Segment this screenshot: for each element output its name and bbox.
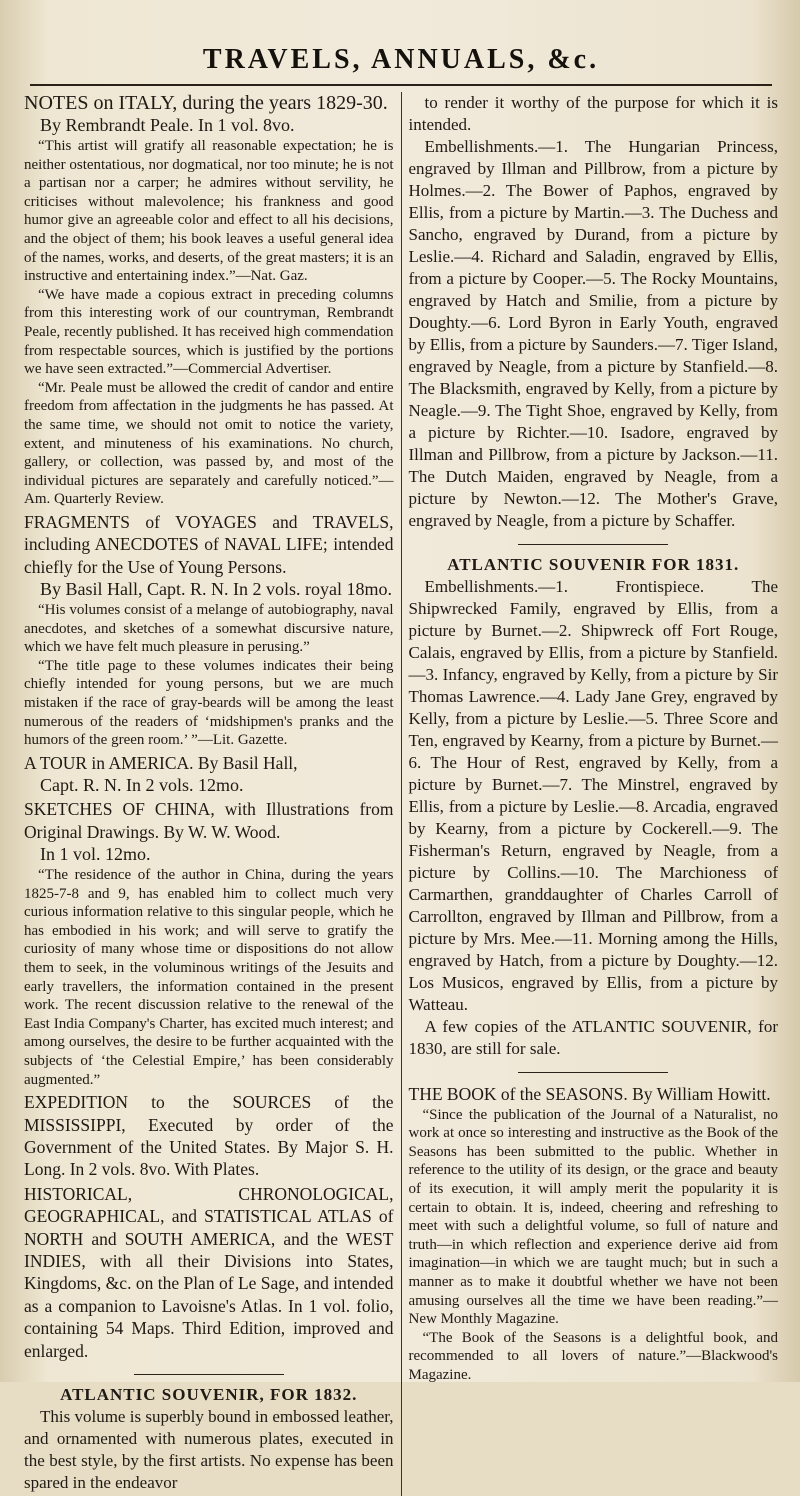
china-title: SKETCHES OF CHINA, with Illustrations from Original Drawings. By W. W. Wood. <box>24 799 394 842</box>
italy-entry <box>24 92 394 509</box>
voyages-byline: By Basil Hall, Capt. R. N. In 2 vols. royal 18mo. <box>40 579 392 600</box>
italy-review-1: “This artist will gratify all reasonable expectation; he is neither ostentatious, nor dogmatical, nor too minute; he is not a partisan nor a carper; he admires without servility, he criticises without malevolence; his frankness and good humor give an agreeable color and effect to all his decisions, and the object of them; his book leaves a useful general idea of the names, works, and deserts, of the great masters; it is an instructive and entertaining index.”—Nat. Gaz. <box>24 138 394 285</box>
seasons-entry <box>409 1083 779 1384</box>
expedition-entry <box>24 1091 394 1181</box>
souvenir-1832-heading: ATLANTIC SOUVENIR, FOR 1832. <box>60 1385 358 1405</box>
seasons-review-1: “Since the publication of the Journal of a Naturalist, no work at once so interesting and instructive as the Book of the Seasons has been submitted to the public. Whether in reference to the utility of its design, or the grace and beauty of its execution, it will amply merit the popularity it is certain to obtain. It is, indeed, cheering and refreshing to meet with such a delightful volume, so full of nature and truth—in which reflection and experience derive aid from imagination—in which we are taught much; but in such a manner as to make it doubtful whether we have not been amusing ourselves all the time we have been reading.”—New Monthly Magazine. <box>408 1106 778 1328</box>
voyages-entry <box>24 511 394 750</box>
souvenir-1832-continuation: to render it worthy of the purpose for which it is intended. <box>408 93 778 134</box>
voyages-review-2: “The title page to these volumes indicates their being chiefly intended for young persons, but we are much mistaken if the race of gray-beards will be among the least numerous of the readers of ‘midshipmen's pranks and the humors of the green room.’ ”—Lit. Gazette. <box>24 657 394 749</box>
atlas-title: HISTORICAL, CHRONOLOGICAL, GEOGRAPHICAL, and STATISTICAL ATLAS of NORTH and SOUTH AMERICA, and the WEST INDIES, with all their Divisions into States, Kingdoms, &c. on the Plan of Le Sage, and intended as a companion to Lavoisne's Atlas. In 1 vol. folio, containing 54 Maps. Third Edition, improved and enlarged. <box>24 1183 394 1361</box>
italy-byline: By Rembrandt Peale. In 1 vol. 8vo. <box>40 115 295 135</box>
left-column <box>24 92 402 1496</box>
expedition-title: EXPEDITION to the SOURCES of the MISSISSIPPI, Executed by order of the Government of the United States. By Major S. H. Long. In 2 vols. 8vo. With Plates. <box>24 1092 394 1180</box>
atlas-entry <box>24 1183 394 1362</box>
seasons-title: THE BOOK of the SEASONS. By William Howitt. <box>408 1084 771 1105</box>
italy-title: NOTES on ITALY, during the years 1829-30. <box>24 92 388 114</box>
souvenir-1832-entry <box>24 1385 394 1494</box>
souvenir-1831-heading: ATLANTIC SOUVENIR FOR 1831. <box>447 555 740 574</box>
souvenir-1832-body: This volume is superbly bound in embossed leather, and ornamented with numerous plates, executed in the best style, by the first artists. No expense has been spared in the endeavor <box>24 1407 394 1493</box>
voyages-title: FRAGMENTS of VOYAGES and TRAVELS, including ANECDOTES of NAVAL LIFE; intended chiefly for the Use of Young Persons. <box>24 511 394 577</box>
running-head: TRAVELS, ANNUALS, &c. <box>202 44 600 75</box>
italy-review-3: “Mr. Peale must be allowed the credit of candor and entire freedom from affectation in the judgments he has passed. At the same time, we should not omit to notice the variety, extent, and minuteness of his examinations. No church, gallery, or collection, was passed by, and most of the individual pictures are separately and carefully noticed.”—Am. Quarterly Review. <box>24 379 394 508</box>
souvenir-1832-embellishments: Embellishments.—1. The Hungarian Princess, engraved by Illman and Pillbrow, from a picture by Holmes.—2. The Bower of Paphos, engraved by Ellis, from a picture by Martin.—3. The Duchess and Sancho, engraved by Durand, from a picture by Leslie.—4. Richard and Saladin, engraved by Ellis, from a picture by Cooper.—5. The Rocky Mountains, engraved by Hatch and Smilie, from a picture by Doughty.—6. Lord Byron in Early Youth, engraved by Ellis, from a picture by Saunders.—7. Tiger Island, engraved by Neagle, from a picture by Stanfield.—8. The Blacksmith, engraved by Kelly, from a picture by Neagle.—9. The Tight Shoe, engraved by Kelly, from a picture by Richter.—10. Isadore, engraved by Illman and Pillbrow, from a picture by Jackson.—11. The Dutch Maiden, engraved by Neagle, from a picture by Newton.—12. The Mother's Grave, engraved by Neagle, from a picture by Schaffer. <box>408 137 778 530</box>
header-rule <box>30 84 772 86</box>
tour-entry <box>24 752 394 796</box>
section-divider <box>518 1072 668 1073</box>
two-column-layout <box>24 92 778 1496</box>
souvenir-1831-entry <box>409 555 779 1060</box>
italy-review-2: “We have made a copious extract in preceding columns from this interesting work of our countryman, Rembrandt Peale, recently published. It has received high commendation from respectable sources, which is justified by the portions we have seen extracted.”—Commercial Advertiser. <box>24 286 394 378</box>
tour-title: A TOUR in AMERICA. By Basil Hall, <box>24 752 298 773</box>
souvenir-1831-embellishments: Embellishments.—1. Frontispiece. The Shipwrecked Family, engraved by Ellis, from a picture by Burnet.—2. Shipwreck off Fort Rouge, Calais, engraved by Ellis, from a picture by Stanfield.—3. Infancy, engraved by Kelly, from a picture by Sir Thomas Lawrence.—4. Lady Jane Grey, engraved by Kelly, from a picture by Leslie.—5. Three Score and Ten, engraved by Kearny, from a picture by Burnet.—6. The Hour of Rest, engraved by Kelly, from a picture by Burnet.—7. The Minstrel, engraved by Ellis, from a picture by Leslie.—8. Arcadia, engraved by Kearny, from a picture by Cockerell.—9. The Fisherman's Return, engraved by Neagle, from a picture by Collins.—10. The Marchioness of Carmarthen, granddaughter of Charles Carroll of Carrollton, engraved by Illman and Pillbrow, from a picture by Mrs. Mee.—11. Morning among the Hills, engraved by Hatch, from a picture by Doughty.—12. Los Musicos, engraved by Ellis, from a picture by Watteau. <box>408 577 778 1015</box>
section-divider <box>518 544 668 545</box>
voyages-review-1: “His volumes consist of a melange of autobiography, naval anecdotes, and sketches of a somewhat discursive nature, which we have felt much pleasure in perusing.” <box>24 602 394 656</box>
china-review: “The residence of the author in China, during the years 1825-7-8 and 9, has enabled him to collect much very curious information relative to this singular people, which he has embodied in his work; and will serve to gratify the curiosity of many whose time or dispositions do not allow them to seek, in the voluminous writings of the Jesuits and early travellers, the information contained in the present work. The recent discussion relative to the renewal of the East India Company's Charter, has excited much interest; and among ourselves, the desire to be further acquainted with the subjects of ‘the Celestial Empire,’ has been considerably augmented.” <box>24 867 394 1088</box>
section-divider <box>134 1374 284 1375</box>
china-byline: In 1 vol. 12mo. <box>40 844 151 865</box>
right-column <box>402 92 779 1496</box>
china-entry <box>24 798 394 1089</box>
souvenir-1830-note: A few copies of the ATLANTIC SOUVENIR, for 1830, are still for sale. <box>408 1017 778 1059</box>
seasons-review-2: “The Book of the Seasons is a delightful book, and recommended to all lovers of nature.”—Blackwood's Magazine. <box>408 1329 778 1383</box>
tour-byline: Capt. R. N. In 2 vols. 12mo. <box>40 775 244 796</box>
